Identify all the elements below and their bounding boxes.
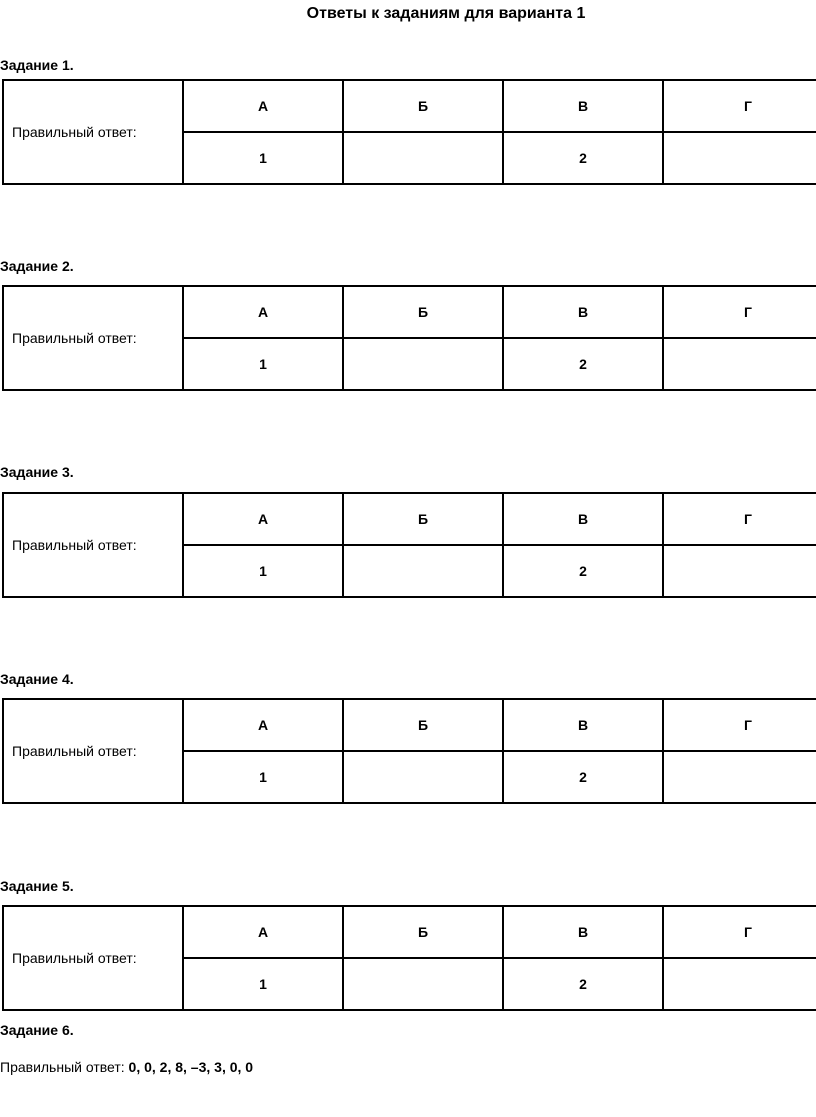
table-row xyxy=(3,286,816,338)
header-cell-v: В xyxy=(503,80,663,132)
answer-label: Правильный ответ: xyxy=(3,80,183,184)
answer-cell-v: 2 xyxy=(503,958,663,1010)
header-cell-b: Б xyxy=(343,699,503,751)
task-5-table xyxy=(2,905,816,1011)
task-4-heading: Задание 4. xyxy=(0,671,74,687)
task-6-heading: Задание 6. xyxy=(0,1022,74,1038)
answer-cell-v: 2 xyxy=(503,545,663,597)
task-3-table xyxy=(2,492,816,598)
header-cell-g: Г xyxy=(663,493,816,545)
table-row xyxy=(3,906,816,958)
header-cell-a: А xyxy=(183,906,343,958)
task-4-table xyxy=(2,698,816,804)
answer-label: Правильный ответ: xyxy=(3,493,183,597)
answer-cell-a: 1 xyxy=(183,132,343,184)
table-row xyxy=(3,699,816,751)
table-row xyxy=(3,493,816,545)
answer-cell-g xyxy=(663,545,816,597)
task-6-answer-label: Правильный ответ: xyxy=(0,1059,125,1075)
answer-cell-a: 1 xyxy=(183,958,343,1010)
task-5-heading: Задание 5. xyxy=(0,878,74,894)
answer-cell-g xyxy=(663,958,816,1010)
answer-label: Правильный ответ: xyxy=(3,699,183,803)
answer-cell-a: 1 xyxy=(183,338,343,390)
answer-label: Правильный ответ: xyxy=(3,906,183,1010)
header-cell-g: Г xyxy=(663,80,816,132)
task-2-heading: Задание 2. xyxy=(0,258,74,274)
answer-cell-g xyxy=(663,751,816,803)
answer-cell-v: 2 xyxy=(503,338,663,390)
task-6-answer xyxy=(0,1058,253,1076)
answer-cell-b xyxy=(343,958,503,1010)
answer-label: Правильный ответ: xyxy=(3,286,183,390)
answer-cell-v: 2 xyxy=(503,751,663,803)
answer-cell-v: 2 xyxy=(503,132,663,184)
answer-cell-a: 1 xyxy=(183,751,343,803)
header-cell-v: В xyxy=(503,286,663,338)
header-cell-g: Г xyxy=(663,906,816,958)
task-2-table xyxy=(2,285,816,391)
header-cell-b: Б xyxy=(343,906,503,958)
task-1-table xyxy=(2,79,816,185)
answer-cell-g xyxy=(663,338,816,390)
table-row xyxy=(3,80,816,132)
task-6-answer-value: 0, 0, 2, 8, –3, 3, 0, 0 xyxy=(128,1059,254,1075)
header-cell-b: Б xyxy=(343,493,503,545)
header-cell-a: А xyxy=(183,493,343,545)
answer-cell-b xyxy=(343,338,503,390)
header-cell-v: В xyxy=(503,906,663,958)
answer-cell-g xyxy=(663,132,816,184)
task-3-heading: Задание 3. xyxy=(0,464,74,480)
header-cell-v: В xyxy=(503,493,663,545)
answer-cell-b xyxy=(343,751,503,803)
answer-cell-b xyxy=(343,545,503,597)
header-cell-g: Г xyxy=(663,699,816,751)
header-cell-b: Б xyxy=(343,80,503,132)
header-cell-a: А xyxy=(183,699,343,751)
answer-cell-a: 1 xyxy=(183,545,343,597)
task-1-heading: Задание 1. xyxy=(0,57,74,73)
header-cell-a: А xyxy=(183,80,343,132)
page-title: Ответы к заданиям для варианта 1 xyxy=(306,5,586,22)
header-cell-a: А xyxy=(183,286,343,338)
header-cell-b: Б xyxy=(343,286,503,338)
answer-cell-b xyxy=(343,132,503,184)
header-cell-g: Г xyxy=(663,286,816,338)
header-cell-v: В xyxy=(503,699,663,751)
